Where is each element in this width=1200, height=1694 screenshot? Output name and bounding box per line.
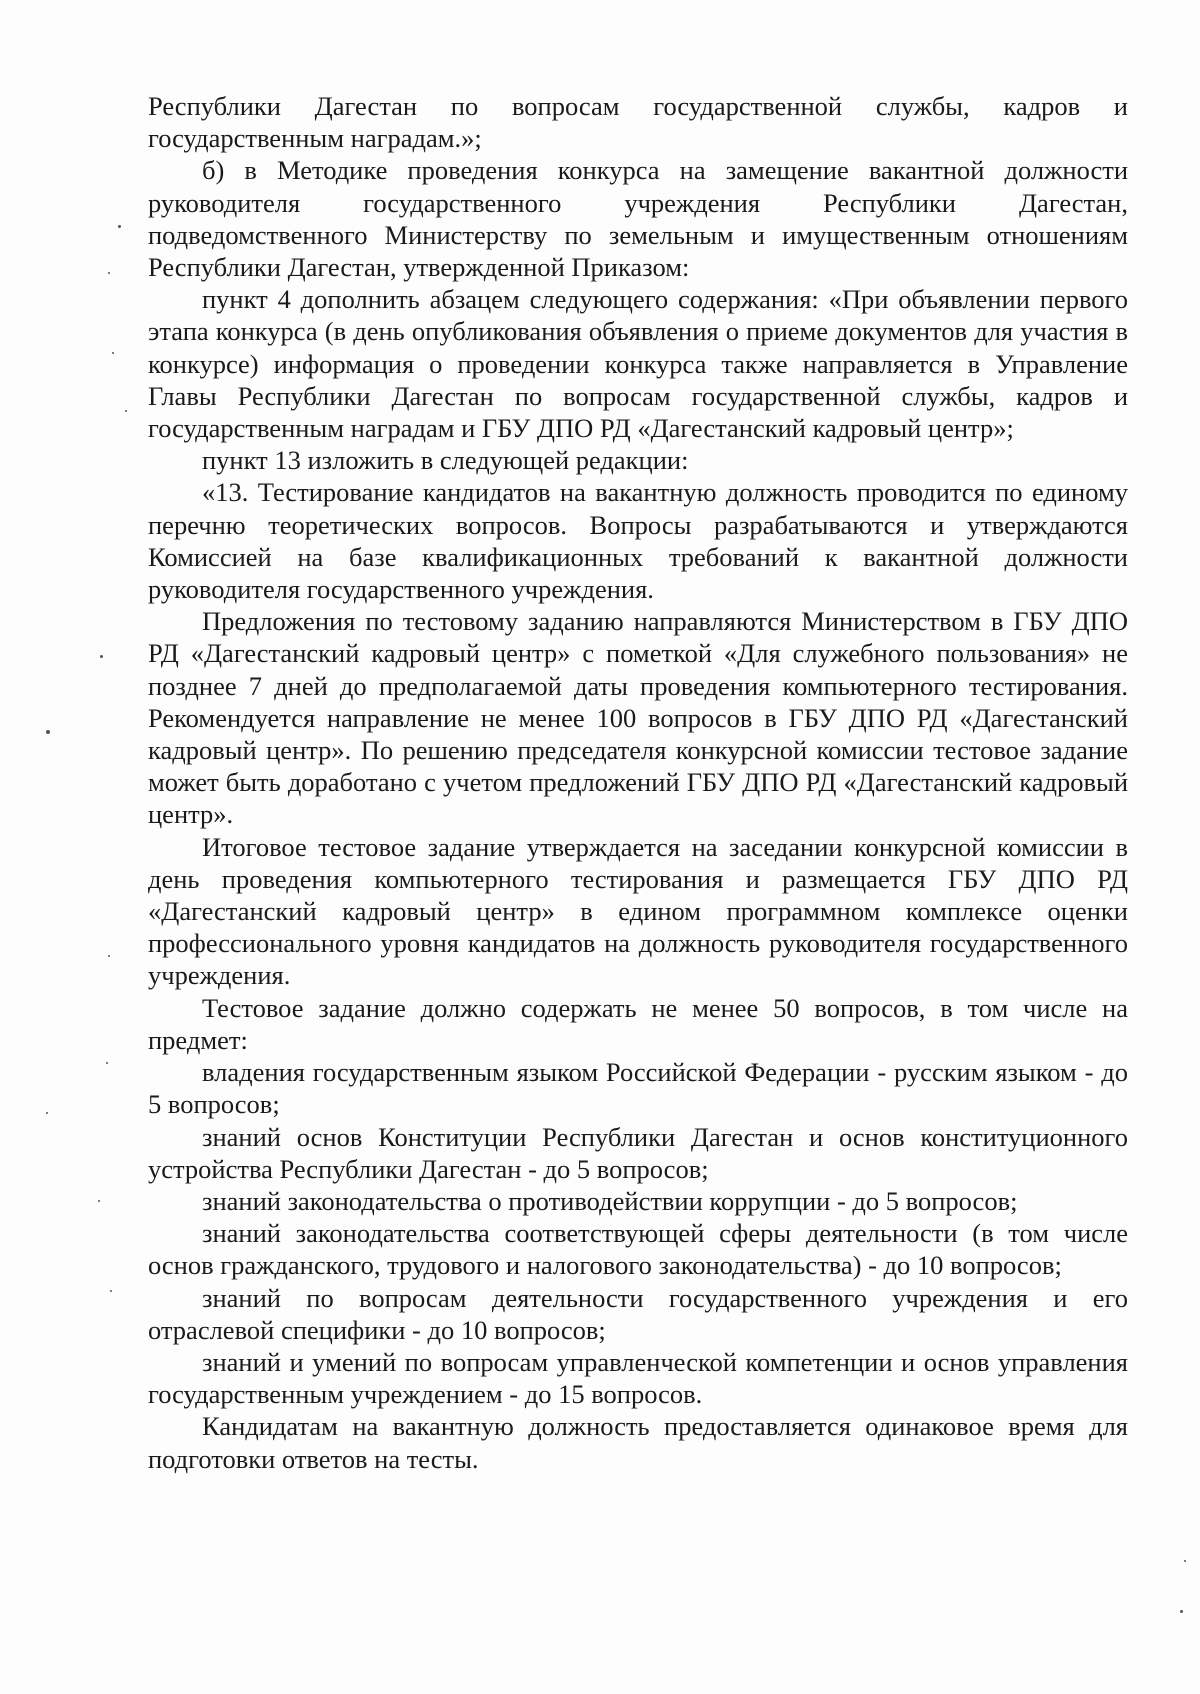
scan-speck — [108, 272, 110, 274]
paragraph: Кандидатам на вакантную должность предоставляется одинаковое время для подготовки ответов на тесты. — [148, 1411, 1128, 1474]
paragraph: Итоговое тестовое задание утверждается на заседании конкурсной комиссии в день проведения компьютерного тестирования и размещается ГБУ ДПО РД «Дагестанский кадровый центр» в едином программном комплексе оценки профессионального уровня кандидатов на должность руководителя государственного учреждения. — [148, 831, 1128, 991]
paragraph: Республики Дагестан по вопросам государственной службы, кадров и государственным наградам.»; — [148, 91, 1128, 154]
paragraph: «13. Тестирование кандидатов на вакантную должность проводится по единому перечню теоретических вопросов. Вопросы разрабатываются и утверждаются Комиссией на базе квалификационных требований к вакантной должности руководителя государственного учреждения. — [148, 477, 1128, 605]
paragraph: знаний и умений по вопросам управленческой компетенции и основ управления государственным учреждением - до 15 вопросов. — [148, 1346, 1128, 1410]
scan-speck — [125, 410, 127, 412]
paragraph: Тестовое задание должно содержать не менее 50 вопросов, в том числе на предмет: — [148, 992, 1128, 1055]
paragraph: владения государственным языком Российской Федерации - русским языком - до 5 вопросов; — [148, 1057, 1128, 1120]
scan-speck — [108, 955, 110, 957]
scan-speck — [100, 655, 103, 658]
paragraph: знаний законодательства соответствующей сферы деятельности (в том числе основ гражданского, трудового и налогового законодательства) - до 10 вопросов; — [148, 1218, 1128, 1281]
scan-speck — [1180, 1610, 1183, 1613]
scan-speck — [106, 1062, 108, 1064]
paragraph: пункт 4 дополнить абзацем следующего содержания: «При объявлении первого этапа конкурса (в день опубликования объявления о приеме документов для участия в конкурсе) информация о проведении конкурса также направляется в Управление Главы Республики Дагестан по вопросам государственной службы, кадров и государственным наградам и ГБУ ДПО РД «Дагестанский кадровый центр»; — [148, 284, 1128, 444]
scan-speck — [1184, 1560, 1186, 1562]
scan-speck — [98, 1200, 100, 1202]
scan-speck — [112, 352, 114, 354]
paragraph: знаний по вопросам деятельности государственного учреждения и его отраслевой специфики - до 10 вопросов; — [148, 1282, 1128, 1345]
paragraph: Предложения по тестовому заданию направляются Министерством в ГБУ ДПО РД «Дагестанский кадровый центр» с пометкой «Для служебного пользования» не позднее 7 дней до предполагаемой даты проведения компьютерного тестирования. Рекомендуется направление не менее 100 вопросов в ГБУ ДПО РД «Дагестанский кадровый центр». По решению председателя конкурсной комиссии тестовое задание может быть доработано с учетом предложений ГБУ ДПО РД «Дагестанский кадровый центр». — [148, 606, 1128, 830]
paragraph: пункт 13 изложить в следующей редакции: — [202, 445, 689, 476]
paragraph: б) в Методике проведения конкурса на замещение вакантной должности руководителя государственного учреждения Республики Дагестан, подведомственного Министерству по земельным и имущественным отношениям Республики Дагестан, утвержденной Приказом: — [148, 155, 1128, 283]
paragraph: знаний законодательства о противодействии коррупции - до 5 вопросов; — [202, 1185, 1018, 1216]
scan-speck — [46, 730, 50, 734]
scan-speck — [46, 1112, 48, 1114]
scan-speck — [118, 225, 121, 228]
paragraph: знаний основ Конституции Республики Дагестан и основ конституционного устройства Республики Дагестан - до 5 вопросов; — [148, 1121, 1128, 1184]
scan-speck — [110, 1290, 112, 1292]
document-body — [148, 90, 1128, 1475]
